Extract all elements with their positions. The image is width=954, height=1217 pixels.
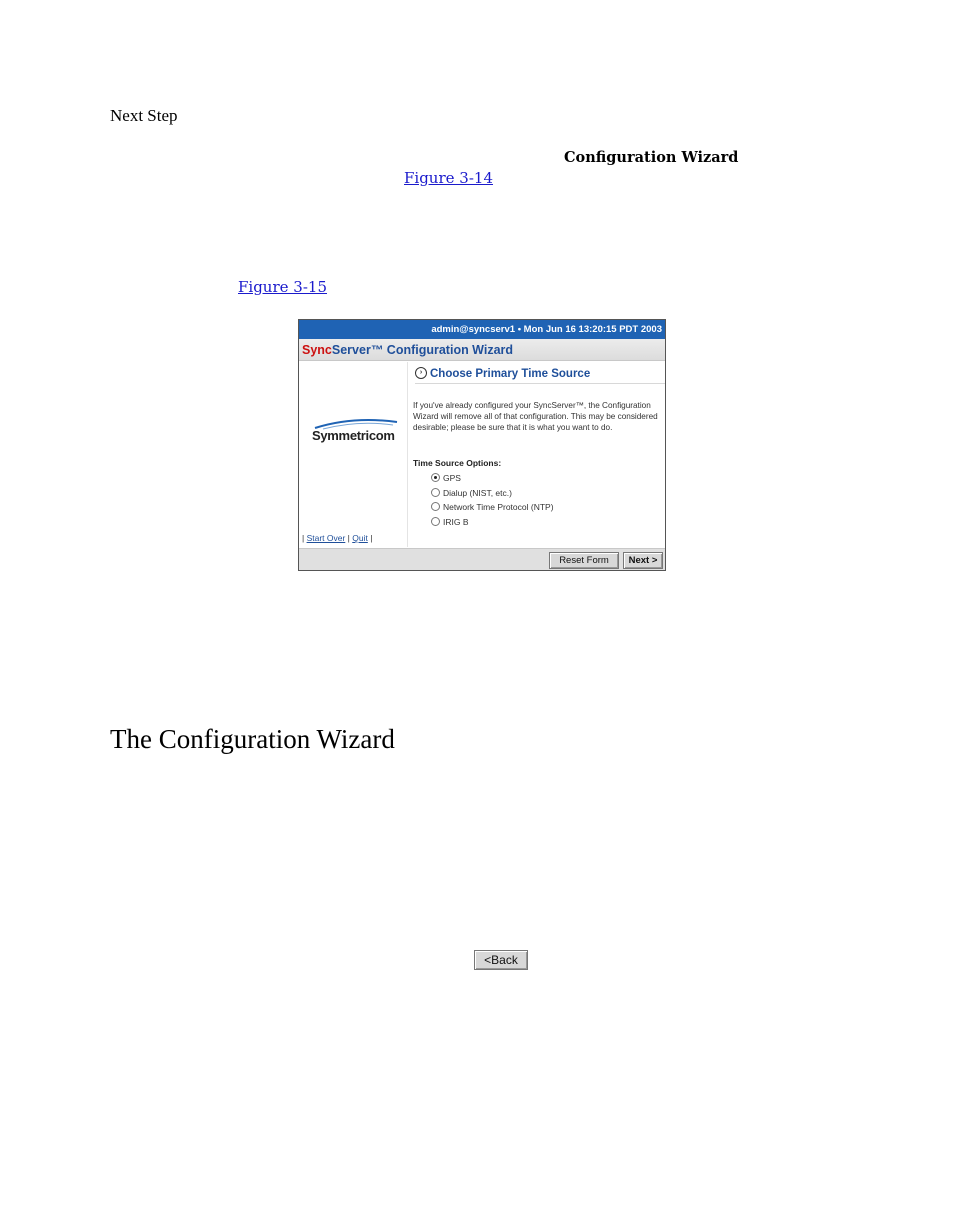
wizard-description: If you've already configured your SyncServer™, the Configuration Wizard will remove all of that configuration. This may be considered desirable; please be sure that it is what you want to do. <box>413 401 658 432</box>
option-label: GPS <box>443 473 461 483</box>
wizard-nav: | Start Over | Quit | <box>302 533 373 543</box>
figure-3-14-link[interactable]: Figure 3-14 <box>404 169 493 187</box>
reset-form-button[interactable]: Reset Form <box>549 552 619 569</box>
option-dialup[interactable] <box>431 486 554 501</box>
wizard-footer <box>299 548 665 571</box>
radio-icon[interactable] <box>431 517 440 526</box>
figure-3-15-link[interactable]: Figure 3-15 <box>238 278 327 296</box>
status-header: admin@syncserv1 • Mon Jun 16 13:20:15 PDT 2003 <box>299 320 665 339</box>
options-title: Time Source Options: <box>413 458 502 468</box>
next-step-heading: Next Step <box>110 106 178 125</box>
time-source-options <box>431 471 554 529</box>
symmetricom-logo: Symmetricom <box>312 428 395 443</box>
option-ntp[interactable] <box>431 500 554 515</box>
configuration-wizard-term: Configuration Wizard <box>564 149 739 166</box>
option-label: Network Time Protocol (NTP) <box>443 502 554 512</box>
arrow-circle-icon: › <box>415 367 427 379</box>
option-gps[interactable] <box>431 471 554 486</box>
start-over-link[interactable]: Start Over <box>306 533 346 543</box>
quit-link[interactable]: Quit <box>352 533 368 543</box>
radio-icon[interactable] <box>431 502 440 511</box>
left-panel <box>299 362 408 547</box>
wizard-title <box>299 339 665 361</box>
option-irig-b[interactable] <box>431 515 554 530</box>
title-sync: Sync <box>302 343 332 357</box>
option-label: IRIG B <box>443 516 469 527</box>
title-rest: Server™ Configuration Wizard <box>331 343 514 357</box>
option-label: Dialup (NIST, etc.) <box>443 487 512 498</box>
section-title: The Configuration Wizard <box>110 724 395 754</box>
next-button[interactable]: Next > <box>623 552 663 569</box>
back-button[interactable]: <Back <box>474 950 528 970</box>
radio-icon[interactable] <box>431 488 440 497</box>
step-title: Choose Primary Time Source <box>430 368 591 380</box>
wizard-screenshot <box>298 319 666 571</box>
radio-icon[interactable] <box>431 473 440 482</box>
step-heading <box>415 365 665 384</box>
